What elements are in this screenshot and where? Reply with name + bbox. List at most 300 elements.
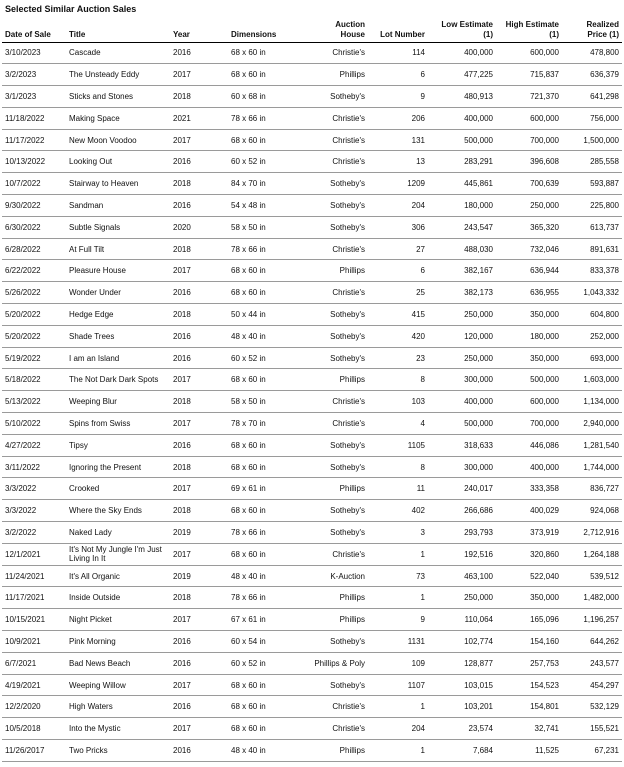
cell-lot-number: 3 <box>368 522 428 544</box>
cell-lot-number: 8 <box>368 369 428 391</box>
cell-high-estimate: 396,608 <box>496 151 562 173</box>
cell-auction-house: Sotheby's <box>306 522 368 544</box>
cell-realized-price: 1,196,257 <box>562 609 622 631</box>
cell-high-estimate: 636,955 <box>496 282 562 304</box>
cell-date: 5/18/2022 <box>2 369 66 391</box>
cell-title: Looking Out <box>66 151 170 173</box>
cell-title: Ignoring the Present <box>66 456 170 478</box>
cell-auction-house: Sotheby's <box>306 173 368 195</box>
table-row <box>2 718 622 740</box>
cell-date: 3/3/2022 <box>2 500 66 522</box>
cell-realized-price: 243,577 <box>562 652 622 674</box>
table-row <box>2 434 622 456</box>
cell-lot-number: 73 <box>368 565 428 587</box>
cell-title: Sandman <box>66 195 170 217</box>
cell-date: 9/30/2022 <box>2 195 66 217</box>
cell-lot-number: 402 <box>368 500 428 522</box>
cell-auction-house: Phillips <box>306 260 368 282</box>
cell-title: New Moon Voodoo <box>66 129 170 151</box>
col-header-year: Year <box>170 14 228 42</box>
cell-year: 2019 <box>170 565 228 587</box>
cell-title: Into the Mystic <box>66 718 170 740</box>
cell-title: Bad News Beach <box>66 652 170 674</box>
cell-lot-number: 25 <box>368 282 428 304</box>
cell-low-estimate: 445,861 <box>428 173 496 195</box>
cell-lot-number: 1 <box>368 587 428 609</box>
cell-realized-price: 2,712,916 <box>562 522 622 544</box>
cell-low-estimate: 400,000 <box>428 107 496 129</box>
cell-low-estimate: 266,686 <box>428 500 496 522</box>
cell-lot-number: 109 <box>368 652 428 674</box>
table-row <box>2 304 622 326</box>
cell-realized-price: 532,129 <box>562 696 622 718</box>
cell-date: 11/18/2022 <box>2 107 66 129</box>
cell-low-estimate: 400,000 <box>428 42 496 64</box>
cell-high-estimate: 500,000 <box>496 369 562 391</box>
cell-high-estimate: 721,370 <box>496 86 562 108</box>
cell-year: 2020 <box>170 216 228 238</box>
cell-dimensions: 50 x 44 in <box>228 304 306 326</box>
cell-high-estimate: 522,040 <box>496 565 562 587</box>
cell-dimensions: 78 x 66 in <box>228 107 306 129</box>
cell-auction-house: Sotheby's <box>306 456 368 478</box>
cell-title: Where the Sky Ends <box>66 500 170 522</box>
table-row <box>2 652 622 674</box>
cell-date: 10/5/2018 <box>2 718 66 740</box>
table-row <box>2 282 622 304</box>
cell-low-estimate: 110,064 <box>428 609 496 631</box>
cell-lot-number: 11 <box>368 478 428 500</box>
cell-low-estimate: 283,291 <box>428 151 496 173</box>
col-header-realized-price: Realized Price (1) <box>562 14 622 42</box>
table-row <box>2 413 622 435</box>
cell-dimensions: 68 x 60 in <box>228 42 306 64</box>
cell-high-estimate: 180,000 <box>496 325 562 347</box>
cell-year: 2016 <box>170 151 228 173</box>
table-row <box>2 522 622 544</box>
cell-year: 2017 <box>170 609 228 631</box>
cell-title: Shade Trees <box>66 325 170 347</box>
cell-year: 2017 <box>170 413 228 435</box>
cell-realized-price: 285,558 <box>562 151 622 173</box>
cell-date: 3/11/2022 <box>2 456 66 478</box>
table-row <box>2 347 622 369</box>
cell-high-estimate: 365,320 <box>496 216 562 238</box>
cell-lot-number: 306 <box>368 216 428 238</box>
cell-dimensions: 78 x 66 in <box>228 522 306 544</box>
cell-year: 2016 <box>170 696 228 718</box>
cell-low-estimate: 102,774 <box>428 631 496 653</box>
cell-year: 2017 <box>170 674 228 696</box>
cell-realized-price: 539,512 <box>562 565 622 587</box>
cell-auction-house: Phillips <box>306 369 368 391</box>
cell-title: Crooked <box>66 478 170 500</box>
table-row <box>2 173 622 195</box>
cell-high-estimate: 600,000 <box>496 42 562 64</box>
cell-dimensions: 78 x 70 in <box>228 413 306 435</box>
cell-high-estimate: 600,000 <box>496 107 562 129</box>
cell-title: Night Picket <box>66 609 170 631</box>
cell-date: 5/13/2022 <box>2 391 66 413</box>
cell-auction-house: Phillips <box>306 740 368 762</box>
cell-title: The Unsteady Eddy <box>66 64 170 86</box>
cell-dimensions: 68 x 60 in <box>228 696 306 718</box>
cell-dimensions: 60 x 52 in <box>228 347 306 369</box>
cell-year: 2017 <box>170 543 228 565</box>
cell-title: Inside Outside <box>66 587 170 609</box>
cell-realized-price: 836,727 <box>562 478 622 500</box>
cell-realized-price: 67,231 <box>562 740 622 762</box>
cell-dimensions: 68 x 60 in <box>228 500 306 522</box>
cell-lot-number: 114 <box>368 42 428 64</box>
cell-dimensions: 78 x 66 in <box>228 587 306 609</box>
cell-high-estimate: 700,000 <box>496 413 562 435</box>
col-header-title: Title <box>66 14 170 42</box>
cell-lot-number: 1 <box>368 543 428 565</box>
cell-low-estimate: 293,793 <box>428 522 496 544</box>
cell-auction-house: Christie's <box>306 238 368 260</box>
cell-year: 2016 <box>170 282 228 304</box>
cell-year: 2018 <box>170 456 228 478</box>
cell-realized-price: 252,000 <box>562 325 622 347</box>
cell-low-estimate: 382,167 <box>428 260 496 282</box>
cell-high-estimate: 32,741 <box>496 718 562 740</box>
cell-realized-price: 454,297 <box>562 674 622 696</box>
cell-low-estimate: 128,877 <box>428 652 496 674</box>
cell-title: Subtle Signals <box>66 216 170 238</box>
cell-lot-number: 204 <box>368 195 428 217</box>
cell-high-estimate: 350,000 <box>496 304 562 326</box>
table-body <box>2 42 622 761</box>
cell-lot-number: 9 <box>368 86 428 108</box>
cell-year: 2018 <box>170 587 228 609</box>
cell-year: 2016 <box>170 325 228 347</box>
cell-year: 2018 <box>170 86 228 108</box>
cell-date: 5/10/2022 <box>2 413 66 435</box>
cell-title: I am an Island <box>66 347 170 369</box>
cell-lot-number: 1 <box>368 696 428 718</box>
cell-realized-price: 1,744,000 <box>562 456 622 478</box>
cell-auction-house: Phillips <box>306 64 368 86</box>
table-row <box>2 609 622 631</box>
cell-lot-number: 1 <box>368 740 428 762</box>
cell-auction-house: Christie's <box>306 282 368 304</box>
cell-dimensions: 69 x 61 in <box>228 478 306 500</box>
table-row <box>2 696 622 718</box>
cell-dimensions: 58 x 50 in <box>228 391 306 413</box>
cell-low-estimate: 382,173 <box>428 282 496 304</box>
cell-high-estimate: 257,753 <box>496 652 562 674</box>
cell-title: Two Pricks <box>66 740 170 762</box>
cell-high-estimate: 11,525 <box>496 740 562 762</box>
cell-realized-price: 833,378 <box>562 260 622 282</box>
cell-dimensions: 60 x 54 in <box>228 631 306 653</box>
cell-title: It's Not My Jungle I'm Just Living In It <box>66 543 170 565</box>
cell-dimensions: 58 x 50 in <box>228 216 306 238</box>
cell-lot-number: 6 <box>368 64 428 86</box>
cell-title: It's All Organic <box>66 565 170 587</box>
cell-realized-price: 1,603,000 <box>562 369 622 391</box>
cell-dimensions: 68 x 60 in <box>228 456 306 478</box>
cell-realized-price: 478,800 <box>562 42 622 64</box>
cell-realized-price: 604,800 <box>562 304 622 326</box>
table-row <box>2 195 622 217</box>
cell-low-estimate: 500,000 <box>428 413 496 435</box>
cell-high-estimate: 320,860 <box>496 543 562 565</box>
cell-low-estimate: 192,516 <box>428 543 496 565</box>
table-row <box>2 216 622 238</box>
cell-auction-house: Phillips <box>306 587 368 609</box>
cell-low-estimate: 180,000 <box>428 195 496 217</box>
cell-realized-price: 636,379 <box>562 64 622 86</box>
cell-low-estimate: 120,000 <box>428 325 496 347</box>
cell-low-estimate: 477,225 <box>428 64 496 86</box>
cell-dimensions: 68 x 60 in <box>228 543 306 565</box>
cell-lot-number: 1131 <box>368 631 428 653</box>
col-header-lot-number: Lot Number <box>368 14 428 42</box>
cell-auction-house: Sotheby's <box>306 86 368 108</box>
cell-high-estimate: 154,801 <box>496 696 562 718</box>
cell-date: 3/10/2023 <box>2 42 66 64</box>
cell-low-estimate: 300,000 <box>428 369 496 391</box>
cell-year: 2017 <box>170 129 228 151</box>
cell-high-estimate: 600,000 <box>496 391 562 413</box>
table-row <box>2 64 622 86</box>
cell-high-estimate: 154,523 <box>496 674 562 696</box>
cell-year: 2017 <box>170 369 228 391</box>
table-row <box>2 674 622 696</box>
cell-year: 2018 <box>170 500 228 522</box>
cell-date: 10/15/2021 <box>2 609 66 631</box>
cell-low-estimate: 250,000 <box>428 304 496 326</box>
cell-date: 11/17/2022 <box>2 129 66 151</box>
cell-title: Naked Lady <box>66 522 170 544</box>
cell-realized-price: 693,000 <box>562 347 622 369</box>
cell-lot-number: 415 <box>368 304 428 326</box>
cell-dimensions: 60 x 52 in <box>228 652 306 674</box>
cell-realized-price: 1,281,540 <box>562 434 622 456</box>
cell-high-estimate: 373,919 <box>496 522 562 544</box>
cell-dimensions: 68 x 60 in <box>228 369 306 391</box>
table-row <box>2 42 622 64</box>
cell-year: 2017 <box>170 718 228 740</box>
cell-title: High Waters <box>66 696 170 718</box>
cell-date: 10/9/2021 <box>2 631 66 653</box>
cell-lot-number: 9 <box>368 609 428 631</box>
cell-year: 2018 <box>170 173 228 195</box>
col-header-dimensions: Dimensions <box>228 14 306 42</box>
table-row <box>2 107 622 129</box>
cell-auction-house: Sotheby's <box>306 631 368 653</box>
cell-auction-house: Phillips & Poly <box>306 652 368 674</box>
cell-low-estimate: 250,000 <box>428 587 496 609</box>
cell-low-estimate: 250,000 <box>428 347 496 369</box>
cell-date: 5/20/2022 <box>2 325 66 347</box>
cell-dimensions: 84 x 70 in <box>228 173 306 195</box>
cell-year: 2016 <box>170 42 228 64</box>
cell-lot-number: 1105 <box>368 434 428 456</box>
cell-dimensions: 68 x 60 in <box>228 674 306 696</box>
cell-date: 4/27/2022 <box>2 434 66 456</box>
cell-title: Sticks and Stones <box>66 86 170 108</box>
table-row <box>2 86 622 108</box>
table-row <box>2 478 622 500</box>
cell-realized-price: 1,264,188 <box>562 543 622 565</box>
cell-dimensions: 60 x 68 in <box>228 86 306 108</box>
cell-realized-price: 924,068 <box>562 500 622 522</box>
cell-title: At Full Tilt <box>66 238 170 260</box>
cell-year: 2016 <box>170 195 228 217</box>
cell-high-estimate: 732,046 <box>496 238 562 260</box>
cell-auction-house: Sotheby's <box>306 325 368 347</box>
cell-title: Wonder Under <box>66 282 170 304</box>
cell-title: Making Space <box>66 107 170 129</box>
cell-date: 11/17/2021 <box>2 587 66 609</box>
cell-high-estimate: 700,639 <box>496 173 562 195</box>
cell-year: 2017 <box>170 260 228 282</box>
cell-low-estimate: 500,000 <box>428 129 496 151</box>
cell-title: Hedge Edge <box>66 304 170 326</box>
table-row <box>2 151 622 173</box>
table-row <box>2 369 622 391</box>
cell-low-estimate: 103,015 <box>428 674 496 696</box>
cell-title: Pleasure House <box>66 260 170 282</box>
cell-auction-house: Sotheby's <box>306 347 368 369</box>
cell-title: Cascade <box>66 42 170 64</box>
cell-title: Tipsy <box>66 434 170 456</box>
cell-auction-house: Sotheby's <box>306 304 368 326</box>
cell-high-estimate: 636,944 <box>496 260 562 282</box>
cell-lot-number: 103 <box>368 391 428 413</box>
cell-realized-price: 891,631 <box>562 238 622 260</box>
cell-title: Pink Morning <box>66 631 170 653</box>
cell-high-estimate: 400,000 <box>496 456 562 478</box>
cell-low-estimate: 103,201 <box>428 696 496 718</box>
cell-title: Weeping Blur <box>66 391 170 413</box>
cell-lot-number: 23 <box>368 347 428 369</box>
cell-lot-number: 1107 <box>368 674 428 696</box>
cell-high-estimate: 715,837 <box>496 64 562 86</box>
cell-year: 2016 <box>170 740 228 762</box>
cell-date: 10/13/2022 <box>2 151 66 173</box>
cell-auction-house: Phillips <box>306 478 368 500</box>
cell-date: 3/2/2022 <box>2 522 66 544</box>
cell-date: 3/1/2023 <box>2 86 66 108</box>
cell-high-estimate: 350,000 <box>496 347 562 369</box>
auction-sales-table <box>2 14 622 762</box>
cell-date: 4/19/2021 <box>2 674 66 696</box>
cell-auction-house: Sotheby's <box>306 500 368 522</box>
cell-date: 6/22/2022 <box>2 260 66 282</box>
cell-low-estimate: 243,547 <box>428 216 496 238</box>
table-row <box>2 500 622 522</box>
cell-dimensions: 48 x 40 in <box>228 565 306 587</box>
cell-high-estimate: 333,358 <box>496 478 562 500</box>
cell-dimensions: 68 x 60 in <box>228 129 306 151</box>
cell-auction-house: Sotheby's <box>306 434 368 456</box>
cell-year: 2016 <box>170 631 228 653</box>
cell-title: Spins from Swiss <box>66 413 170 435</box>
cell-high-estimate: 446,086 <box>496 434 562 456</box>
col-header-low-estimate: Low Estimate (1) <box>428 14 496 42</box>
table-row <box>2 129 622 151</box>
cell-auction-house: Christie's <box>306 718 368 740</box>
cell-dimensions: 67 x 61 in <box>228 609 306 631</box>
cell-date: 11/24/2021 <box>2 565 66 587</box>
cell-date: 11/26/2017 <box>2 740 66 762</box>
cell-realized-price: 225,800 <box>562 195 622 217</box>
cell-lot-number: 8 <box>368 456 428 478</box>
cell-auction-house: Christie's <box>306 696 368 718</box>
cell-lot-number: 27 <box>368 238 428 260</box>
cell-low-estimate: 318,633 <box>428 434 496 456</box>
table-row <box>2 631 622 653</box>
cell-date: 12/1/2021 <box>2 543 66 565</box>
cell-low-estimate: 463,100 <box>428 565 496 587</box>
cell-date: 6/7/2021 <box>2 652 66 674</box>
cell-date: 6/28/2022 <box>2 238 66 260</box>
cell-date: 12/2/2020 <box>2 696 66 718</box>
cell-auction-house: Christie's <box>306 107 368 129</box>
cell-title: Stairway to Heaven <box>66 173 170 195</box>
cell-lot-number: 420 <box>368 325 428 347</box>
cell-auction-house: Christie's <box>306 413 368 435</box>
cell-realized-price: 756,000 <box>562 107 622 129</box>
header-row <box>2 14 622 42</box>
cell-low-estimate: 240,017 <box>428 478 496 500</box>
cell-dimensions: 68 x 60 in <box>228 718 306 740</box>
cell-lot-number: 204 <box>368 718 428 740</box>
cell-auction-house: Christie's <box>306 42 368 64</box>
cell-high-estimate: 250,000 <box>496 195 562 217</box>
cell-dimensions: 48 x 40 in <box>228 740 306 762</box>
table-row <box>2 587 622 609</box>
cell-auction-house: Phillips <box>306 609 368 631</box>
cell-high-estimate: 154,160 <box>496 631 562 653</box>
cell-high-estimate: 165,096 <box>496 609 562 631</box>
table-row <box>2 740 622 762</box>
cell-low-estimate: 488,030 <box>428 238 496 260</box>
cell-year: 2018 <box>170 391 228 413</box>
table-row <box>2 260 622 282</box>
cell-date: 10/7/2022 <box>2 173 66 195</box>
cell-high-estimate: 700,000 <box>496 129 562 151</box>
cell-auction-house: Sotheby's <box>306 674 368 696</box>
cell-lot-number: 6 <box>368 260 428 282</box>
cell-lot-number: 1209 <box>368 173 428 195</box>
cell-date: 5/26/2022 <box>2 282 66 304</box>
cell-date: 6/30/2022 <box>2 216 66 238</box>
table-row <box>2 391 622 413</box>
cell-auction-house: Sotheby's <box>306 195 368 217</box>
cell-dimensions: 68 x 60 in <box>228 434 306 456</box>
cell-year: 2016 <box>170 652 228 674</box>
cell-high-estimate: 400,029 <box>496 500 562 522</box>
cell-realized-price: 641,298 <box>562 86 622 108</box>
cell-dimensions: 68 x 60 in <box>228 282 306 304</box>
cell-year: 2021 <box>170 107 228 129</box>
cell-auction-house: Christie's <box>306 391 368 413</box>
cell-auction-house: Christie's <box>306 543 368 565</box>
cell-date: 3/2/2023 <box>2 64 66 86</box>
cell-low-estimate: 300,000 <box>428 456 496 478</box>
cell-dimensions: 54 x 48 in <box>228 195 306 217</box>
cell-low-estimate: 400,000 <box>428 391 496 413</box>
cell-low-estimate: 480,913 <box>428 86 496 108</box>
cell-year: 2017 <box>170 478 228 500</box>
cell-high-estimate: 350,000 <box>496 587 562 609</box>
cell-realized-price: 1,500,000 <box>562 129 622 151</box>
